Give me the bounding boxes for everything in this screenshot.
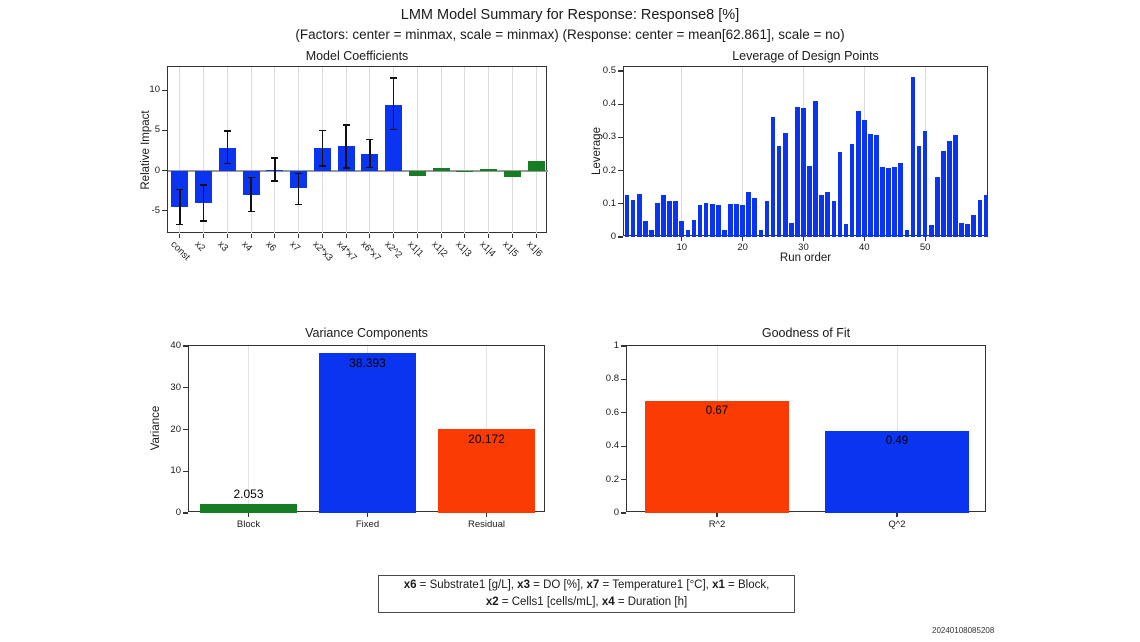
factor-name: x4	[601, 596, 615, 608]
variance-components-chart	[170, 340, 545, 530]
goodness-of-fit-chart	[605, 340, 986, 530]
y-tick-mark	[621, 512, 626, 513]
error-bar-cap	[319, 130, 326, 132]
leverage-bar	[935, 177, 940, 237]
y-tick-mark	[621, 479, 626, 480]
leverage-bar	[649, 230, 654, 237]
y-tick-label: 0.4	[602, 98, 616, 110]
x-tick-label: x2^2	[381, 239, 404, 261]
category-bar	[645, 401, 789, 513]
bar-value-label: 0.49	[885, 434, 909, 447]
factor-description: = DO [%],	[529, 578, 587, 591]
x-tick-mark	[486, 513, 487, 517]
coefficient-bar	[409, 171, 426, 177]
y-tick-label: 10	[170, 465, 181, 477]
gridline	[488, 67, 489, 234]
bar-value-label: 0.67	[705, 404, 729, 417]
leverage-bar	[752, 198, 757, 237]
bar-value-label: 38.393	[349, 356, 386, 371]
y-tick-mark	[618, 70, 623, 71]
factor-description: = Block,	[724, 578, 770, 591]
leverage-bar	[929, 225, 934, 237]
error-bar-cap	[248, 177, 255, 179]
x-tick-label: x1|6	[524, 239, 545, 260]
leverage-bar	[716, 205, 721, 237]
error-bar-cap	[343, 167, 350, 169]
leverage-bar	[965, 224, 970, 237]
y-tick-mark	[618, 104, 623, 105]
leverage-bar	[917, 146, 922, 237]
x-tick-label: x1|4	[476, 239, 498, 260]
leverage-bar	[886, 168, 891, 237]
y-tick-mark	[183, 345, 188, 346]
y-tick-label: 1	[613, 340, 619, 351]
factor-description: = Substrate1 [g/L],	[416, 578, 518, 591]
leverage-bar	[923, 131, 928, 237]
gridline	[681, 67, 682, 237]
x-tick-mark	[464, 234, 465, 238]
y-tick-label: 20	[170, 423, 181, 435]
y-tick-label: 5	[154, 124, 160, 136]
error-bar-cap	[248, 211, 255, 213]
error-bar-cap	[319, 165, 326, 167]
y-tick-mark	[621, 412, 626, 413]
leverage-bar	[625, 195, 630, 237]
y-tick-mark	[162, 210, 167, 211]
x-tick-label: x2*x3	[310, 239, 336, 264]
factor-name: x1	[712, 578, 725, 591]
leverage-bar	[874, 135, 879, 237]
x-tick-mark	[896, 513, 897, 517]
bar-value-label: 20.172	[468, 432, 505, 447]
factor-legend-box	[378, 575, 795, 613]
leverage-bar	[795, 107, 800, 237]
coefficient-bar	[456, 171, 473, 173]
leverage-chart-title: Leverage of Design Points	[732, 49, 879, 63]
error-bar-cap	[343, 124, 350, 126]
x-tick-mark	[742, 237, 743, 241]
error-bar-cap	[224, 130, 231, 132]
leverage-bar	[777, 146, 782, 237]
figure-subtitle: (Factors: center = minmax, scale = minmax) (Response: center = mean[62.861], scale = no)	[295, 27, 845, 42]
x-tick-label: 10	[676, 242, 688, 253]
leverage-bar	[637, 194, 642, 237]
leverage-bar	[801, 108, 806, 237]
model-coefficients-chart	[149, 66, 547, 264]
leverage-bar	[862, 120, 867, 237]
x-tick-mark	[925, 237, 926, 241]
error-bar-cap	[271, 157, 278, 159]
leverage-bar	[692, 220, 697, 237]
x-tick-mark	[417, 234, 418, 238]
error-bar	[250, 177, 252, 211]
y-tick-label: 30	[170, 381, 181, 393]
x-tick-label: x3	[215, 239, 231, 254]
leverage-bar	[947, 141, 952, 237]
y-tick-mark	[183, 387, 188, 388]
leverage-y-axis-label: Leverage	[591, 127, 603, 175]
error-bar-cap	[390, 129, 397, 131]
x-tick-label: x1|2	[429, 239, 450, 260]
goodness-chart-title: Goodness of Fit	[761, 326, 851, 340]
x-tick-mark	[681, 237, 682, 241]
y-tick-label: 0.6	[605, 406, 619, 418]
gridline	[298, 67, 299, 234]
error-bar	[345, 125, 347, 168]
leverage-bar	[959, 223, 964, 237]
gridline	[417, 67, 418, 234]
y-tick-mark	[183, 512, 188, 513]
x-tick-label: R^2	[708, 519, 726, 530]
gridline	[536, 67, 537, 234]
x-tick-label: x2	[191, 239, 207, 254]
y-tick-mark	[618, 170, 623, 171]
figure-title: LMM Model Summary for Response: Response8 [%]	[400, 7, 740, 23]
timestamp: 20240108085208	[932, 626, 995, 635]
leverage-bar	[783, 133, 788, 237]
leverage-bar	[813, 101, 818, 237]
y-tick-mark	[183, 471, 188, 472]
x-tick-mark	[512, 234, 513, 238]
factor-name: x3	[517, 578, 530, 591]
x-tick-label: x6*x7	[358, 239, 383, 264]
factor-legend-line-2	[486, 594, 687, 611]
leverage-bar	[819, 195, 824, 237]
x-tick-mark	[393, 234, 394, 238]
leverage-x-axis-label: Run order	[779, 252, 832, 264]
factor-legend-line-1	[404, 577, 770, 594]
leverage-bar	[807, 166, 812, 237]
leverage-bar	[655, 203, 660, 237]
coefficients-y-axis-label: Relative Impact	[140, 110, 152, 190]
leverage-bar	[746, 192, 751, 237]
y-tick-label: 0.1	[602, 197, 616, 209]
leverage-bar	[704, 203, 709, 237]
factor-description: = Temperature1 [°C],	[599, 578, 713, 591]
factor-description: = Cells1 [cells/mL],	[498, 596, 602, 608]
x-tick-mark	[179, 234, 180, 238]
error-bar-cap	[224, 163, 231, 165]
bar-value-label: 2.053	[233, 487, 264, 502]
y-tick-mark	[621, 446, 626, 447]
leverage-bar	[661, 195, 666, 237]
leverage-bar	[740, 205, 745, 237]
error-bar	[369, 139, 371, 167]
coefficient-bar	[433, 168, 450, 171]
coefficient-bar	[528, 161, 545, 170]
leverage-bar	[643, 221, 648, 237]
error-bar-cap	[176, 189, 183, 191]
leverage-bar	[850, 144, 855, 237]
y-tick-label: 0	[613, 507, 619, 518]
leverage-bar	[722, 230, 727, 237]
factor-name: x6	[403, 578, 417, 591]
leverage-bar	[892, 167, 897, 237]
leverage-bar	[631, 200, 636, 237]
x-tick-mark	[803, 237, 804, 241]
x-tick-mark	[864, 237, 865, 241]
coefficients-chart-title: Model Coefficients	[305, 49, 409, 63]
error-bar	[179, 189, 181, 224]
y-tick-mark	[162, 130, 167, 131]
x-tick-label: x4	[239, 239, 255, 254]
x-tick-mark	[346, 234, 347, 238]
error-bar-cap	[200, 220, 207, 222]
leverage-bar	[911, 77, 916, 237]
x-tick-mark	[322, 234, 323, 238]
leverage-bar	[832, 201, 837, 237]
y-tick-label: 10	[149, 84, 160, 96]
leverage-bar	[953, 135, 958, 237]
leverage-bar	[673, 201, 678, 237]
variance-y-axis-label: Variance	[150, 405, 162, 451]
x-tick-label: 40	[858, 242, 870, 253]
x-tick-mark	[441, 234, 442, 238]
x-tick-label: x4*x7	[334, 239, 359, 264]
y-tick-mark	[618, 137, 623, 138]
x-tick-mark	[298, 234, 299, 238]
factor-description: = Duration [h]	[614, 596, 688, 608]
variance-chart-title: Variance Components	[305, 326, 428, 340]
gridline	[274, 67, 275, 234]
error-bar	[203, 185, 205, 221]
leverage-bar	[734, 204, 739, 237]
x-tick-label: Residual	[468, 519, 505, 530]
x-tick-mark	[369, 234, 370, 238]
x-tick-label: x6	[263, 239, 278, 254]
leverage-bar	[971, 215, 976, 237]
factor-name: x2	[485, 596, 499, 608]
y-tick-label: 0.8	[605, 373, 619, 385]
y-tick-label: 0.3	[602, 131, 616, 143]
error-bar	[298, 173, 300, 204]
error-bar-cap	[271, 180, 278, 182]
leverage-bar	[686, 230, 691, 237]
error-bar-cap	[200, 184, 207, 186]
leverage-bar	[728, 204, 733, 237]
leverage-bar	[898, 163, 903, 237]
x-tick-label: x1|1	[405, 239, 426, 260]
leverage-bar	[978, 200, 983, 237]
error-bar-cap	[295, 204, 302, 206]
y-tick-label: 0.2	[602, 164, 616, 176]
leverage-bar	[765, 201, 770, 237]
leverage-bar	[771, 117, 776, 237]
leverage-bar	[679, 221, 684, 237]
x-tick-label: 20	[737, 242, 748, 253]
error-bar-cap	[390, 77, 397, 79]
leverage-bar	[844, 224, 849, 237]
y-tick-label: 0	[610, 231, 616, 242]
x-tick-label: Q^2	[888, 519, 906, 530]
x-tick-label: 30	[798, 242, 809, 253]
leverage-bar	[984, 195, 989, 237]
y-tick-label: 0.5	[602, 64, 616, 76]
x-tick-mark	[488, 234, 489, 238]
gridline	[512, 67, 513, 234]
coefficient-bar	[480, 169, 497, 171]
leverage-bar	[941, 151, 946, 237]
y-tick-mark	[621, 379, 626, 380]
factor-name: x7	[586, 578, 600, 591]
y-tick-mark	[183, 429, 188, 430]
error-bar-cap	[176, 224, 183, 226]
category-bar	[200, 504, 297, 513]
category-bar	[319, 353, 416, 513]
y-tick-mark	[162, 170, 167, 171]
leverage-bar	[759, 230, 764, 237]
x-tick-mark	[227, 234, 228, 238]
leverage-bar	[856, 111, 861, 237]
y-tick-mark	[618, 236, 623, 237]
x-tick-mark	[248, 513, 249, 517]
gridline	[464, 67, 465, 234]
y-tick-label: 0	[154, 164, 160, 176]
x-tick-label: Fixed	[355, 519, 380, 530]
leverage-bar	[667, 201, 672, 237]
x-tick-mark	[536, 234, 537, 238]
leverage-bar	[905, 230, 910, 237]
leverage-bar	[838, 152, 843, 237]
error-bar	[322, 130, 324, 166]
x-tick-mark	[716, 513, 717, 517]
leverage-bar	[710, 204, 715, 237]
coefficient-bar	[504, 171, 521, 177]
x-tick-label: x1|5	[500, 239, 521, 260]
y-tick-mark	[162, 90, 167, 91]
leverage-chart	[602, 64, 988, 253]
error-bar	[227, 131, 229, 164]
error-bar-cap	[366, 167, 373, 169]
error-bar	[274, 158, 276, 181]
y-tick-label: 0	[175, 507, 181, 518]
y-tick-mark	[621, 345, 626, 346]
leverage-bar	[789, 223, 794, 237]
x-tick-label: const	[168, 239, 192, 263]
leverage-bar	[880, 167, 885, 237]
x-tick-mark	[274, 234, 275, 238]
error-bar-cap	[366, 139, 373, 141]
error-bar-cap	[295, 173, 302, 175]
gridline	[441, 67, 442, 234]
x-tick-mark	[203, 234, 204, 238]
leverage-bar	[825, 192, 830, 237]
x-tick-label: x7	[286, 239, 302, 254]
error-bar	[393, 78, 395, 129]
y-tick-label: 0.2	[605, 473, 619, 485]
leverage-bar	[698, 205, 703, 237]
y-tick-label: 40	[170, 340, 181, 351]
x-tick-mark	[367, 513, 368, 517]
leverage-bar	[868, 134, 873, 237]
y-tick-label: 0.4	[605, 440, 619, 452]
x-tick-mark	[251, 234, 252, 238]
x-tick-label: Block	[236, 519, 261, 530]
x-tick-label: x1|3	[453, 239, 474, 260]
x-tick-label: 50	[919, 242, 931, 253]
y-tick-label: -5	[151, 204, 160, 216]
y-tick-mark	[618, 203, 623, 204]
